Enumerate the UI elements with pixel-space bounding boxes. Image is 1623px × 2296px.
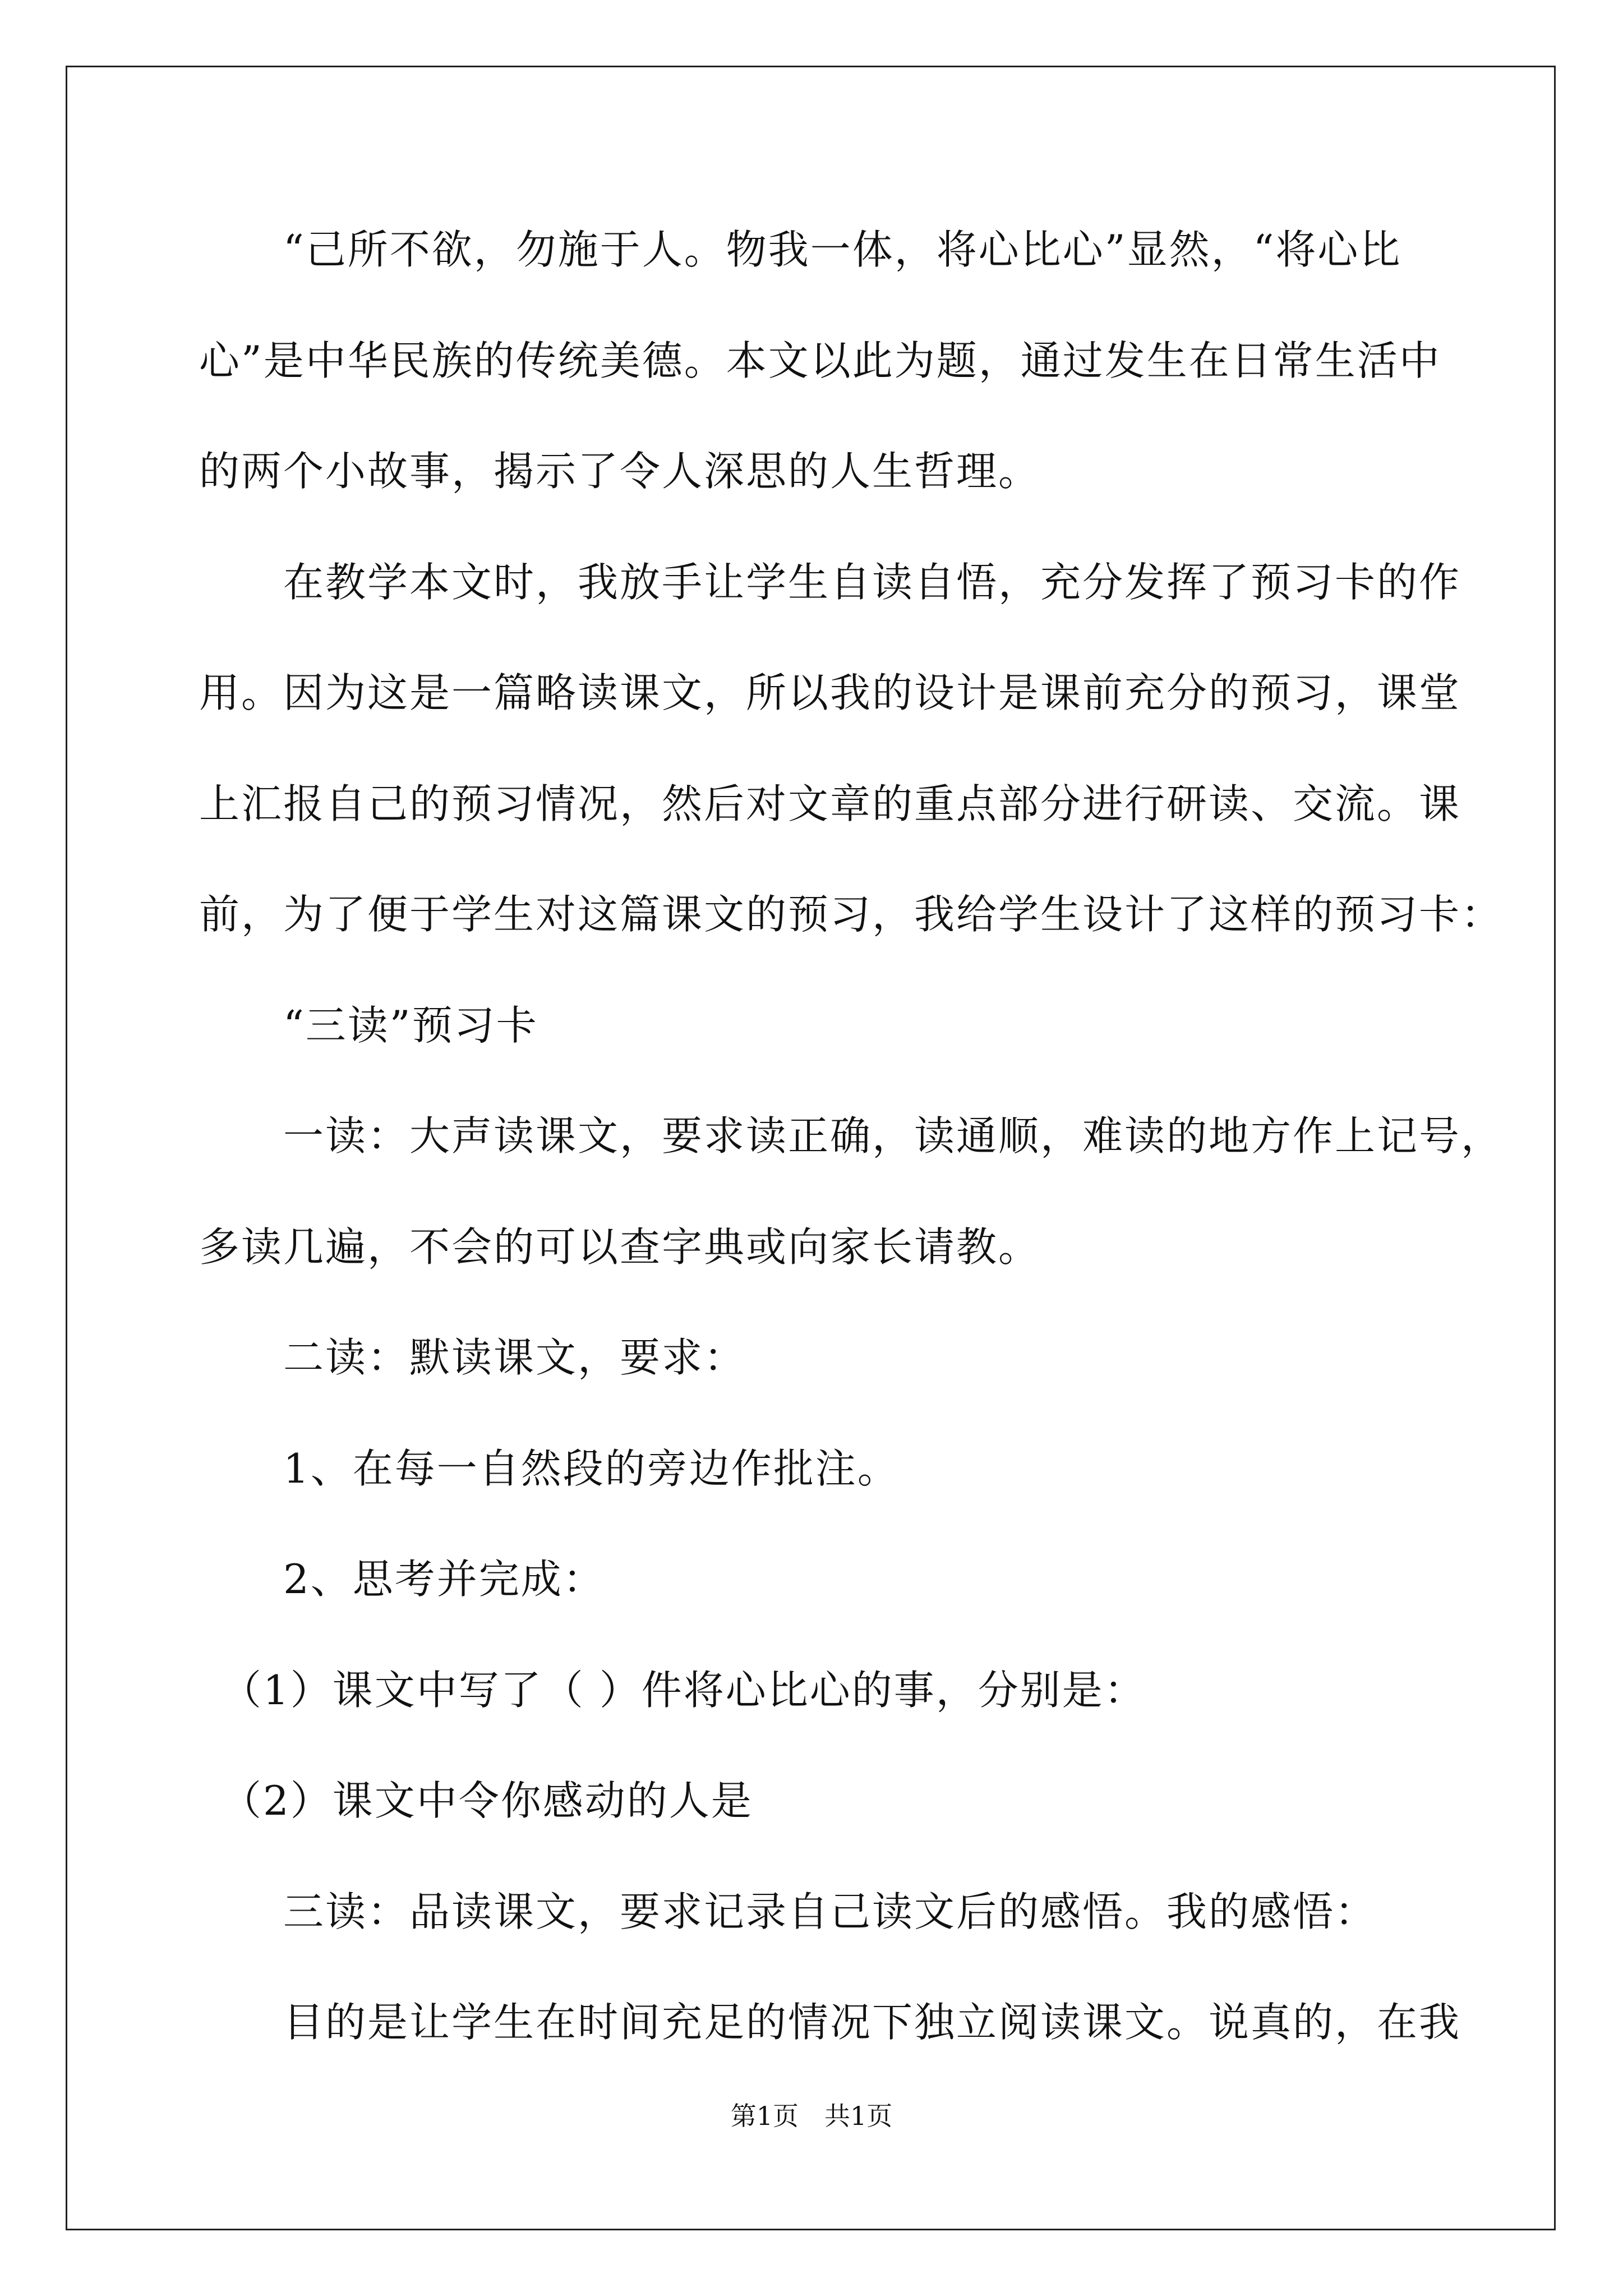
text-line: 1、在每一自然段的旁边作批注。: [199, 1445, 900, 1492]
text-line: 上汇报自己的预习情况，然后对文章的重点部分进行研读、交流。课: [199, 780, 1461, 827]
text-line: 在教学本文时，我放手让学生自读自悟，充分发挥了预习卡的作: [199, 559, 1461, 606]
text-line: 二读：默读课文，要求：: [199, 1334, 746, 1381]
text-line: 目的是让学生在时间充足的情况下独立阅读课文。说真的，在我: [199, 1999, 1461, 2046]
page-footer: 第1页 共1页: [730, 2101, 893, 2131]
text-line: 用。因为这是一篇略读课文，所以我的设计是课前充分的预习，课堂: [199, 669, 1461, 716]
text-line: （2）课文中令你感动的人是: [199, 1777, 753, 1824]
text-line: （1）课文中写了（ ）件将心比心的事，分别是：: [199, 1667, 1146, 1714]
text-line: 多读几遍，不会的可以查字典或向家长请教。: [199, 1223, 1041, 1271]
text-line: “己所不欲，勿施于人。物我一体，将心比心”显然，“将心比: [199, 226, 1402, 273]
text-line: 一读：大声读课文，要求读正确，读通顺，难读的地方作上记号，: [199, 1112, 1504, 1159]
text-line: 三读：品读课文，要求记录自己读文后的感悟。我的感悟：: [199, 1888, 1377, 1935]
card-title: “三读”预习卡: [199, 1002, 538, 1049]
text-line: 2、思考并完成：: [199, 1556, 605, 1603]
text-line: 的两个小故事，揭示了令人深思的人生哲理。: [199, 448, 1041, 495]
text-line: 心”是中华民族的传统美德。本文以此为题，通过发生在日常生活中: [199, 337, 1441, 384]
text-line: 前，为了便于学生对这篇课文的预习，我给学生设计了这样的预习卡：: [199, 891, 1504, 938]
